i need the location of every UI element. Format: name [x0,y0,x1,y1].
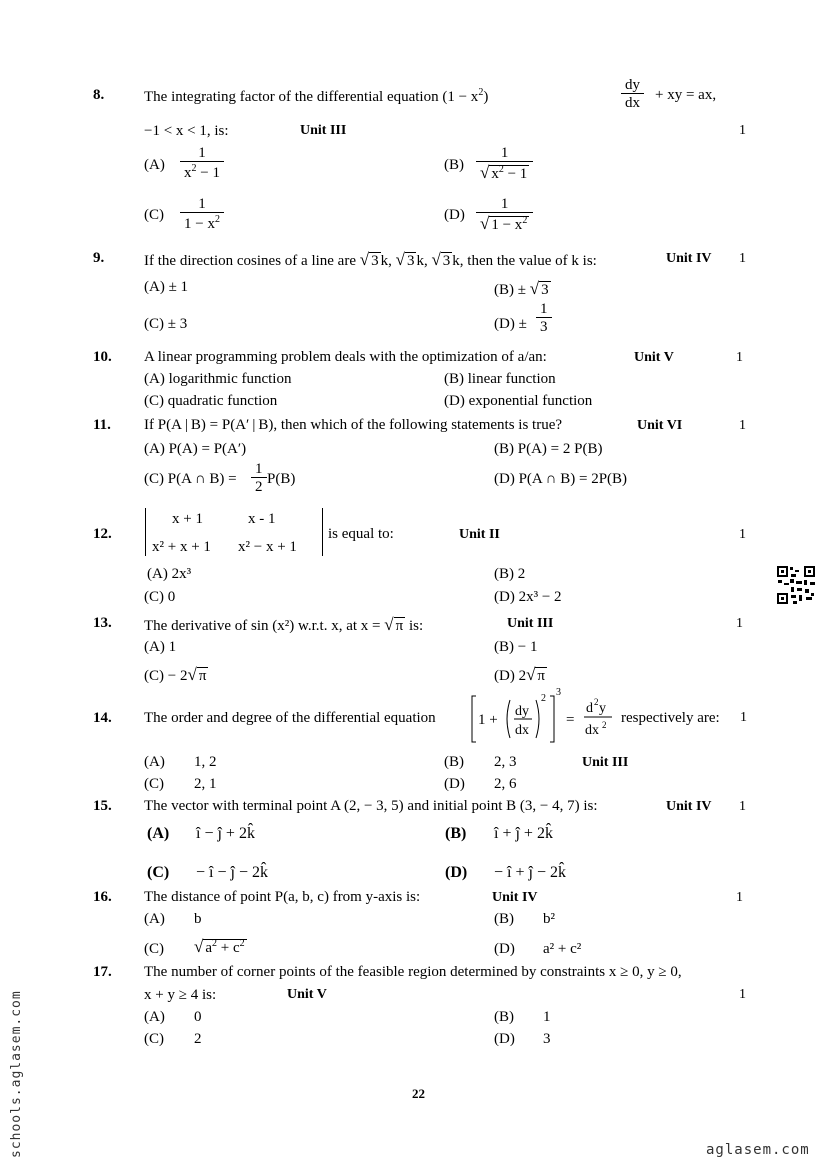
q14-equation [470,688,620,746]
q16-option-a-label: (A) [144,911,165,927]
q12-option-a: (A) 2x³ [147,566,192,582]
q14-marks: 1 [740,710,747,725]
q8-number: 8. [93,87,105,103]
q11-option-c: (C) P(A ∩ B) = [144,471,237,487]
q11-option-a: (A) P(A) = P(A′) [144,441,247,457]
q16-option-b-label: (B) [494,911,514,927]
q8-text-end: + xy = ax, [655,87,717,103]
q15-text: The vector with terminal point A (2, − 3, 5) and initial point B (3, − 4, 7) is: [144,798,598,814]
q9-marks: 1 [739,251,746,266]
q10-option-b: (B) linear function [444,371,556,387]
q8-option-a-label: (A) [144,157,165,173]
svg-text:dx: dx [585,723,599,738]
q12-number: 12. [93,526,112,542]
q8-unit: Unit III [300,123,347,138]
q8-option-a: $\frac{1}{x^2 - 1}$ [180,146,224,181]
q14-option-b-label: (B) [444,754,464,770]
q17-option-c: 2 [194,1031,202,1047]
q17-option-b: 1 [543,1009,551,1025]
q11-option-d: (D) P(A ∩ B) = 2P(B) [494,471,628,487]
q14-option-a-label: (A) [144,754,165,770]
q15-unit: Unit IV [666,799,712,814]
svg-text:1 +: 1 + [478,712,498,728]
q14-option-d: 2, 6 [494,776,517,792]
q16-option-c: √ $a^2 + c^2$ [194,937,245,956]
q17-option-a-label: (A) [144,1009,165,1025]
q17-option-a: 0 [194,1009,202,1025]
q12-text: is equal to: [328,526,394,542]
svg-text:2: 2 [541,693,546,704]
q12-option-d: (D) 2x³ − 2 [494,589,562,605]
q14-text-tail: respectively are: [621,710,720,726]
q8-option-d-label: (D) [444,207,465,223]
svg-text:y: y [599,701,606,716]
q16-option-c-label: (C) [144,941,164,957]
q8-option-d: $\frac{1}{√ 1 - x^2}$ [476,197,533,233]
q15-marks: 1 [739,799,746,814]
q11-unit: Unit VI [637,418,683,433]
q15-option-b-label: (B) [445,825,467,842]
q16-option-a: b [194,911,202,927]
q8-line2: −1 < x < 1, is: [144,123,229,139]
q12-marks: 1 [739,527,746,542]
q12-cell-r1c2: x - 1 [248,511,276,527]
q14-number: 14. [93,710,112,726]
q17-option-d: 3 [543,1031,551,1047]
q13-marks: 1 [736,616,743,631]
q10-option-a: (A) logarithmic function [144,371,292,387]
q8-marks: 1 [739,123,746,138]
q9-option-d: (D) ± [494,316,527,332]
svg-text:2: 2 [594,697,599,707]
q16-unit: Unit IV [492,890,538,905]
q9-text: If the direction cosines of a line are √ 3 k, √ 3 k, √ 3 k, then the value of k is: [144,250,597,269]
svg-text:=: = [566,712,575,728]
q13-option-b: (B) − 1 [494,639,538,655]
q15-number: 15. [93,798,112,814]
q8-dydx: $\frac{dy}{dx}$ [621,78,644,111]
svg-text:2: 2 [602,720,607,730]
q17-marks: 1 [739,987,746,1002]
q11-number: 11. [93,417,111,433]
q12-cell-r1c1: x + 1 [172,511,203,527]
q17-option-d-label: (D) [494,1031,515,1047]
q16-marks: 1 [736,890,743,905]
q12-cell-r2c2: x² − x + 1 [238,539,297,555]
q8-text: The integrating factor of the differential equation $(1 - x^2)$ [144,87,489,105]
q17-unit: Unit V [287,987,327,1002]
q10-option-c: (C) quadratic function [144,393,278,409]
q9-option-c: (C) ± 3 [144,316,188,332]
q8-option-b-label: (B) [444,157,464,173]
q16-option-d-label: (D) [494,941,515,957]
q17-text: The number of corner points of the feasible region determined by constraints x ≥ 0, y ≥ 0, [144,964,682,980]
q14-option-c: 2, 1 [194,776,217,792]
q11-option-c-frac: $\frac{1}{2}$ [251,462,267,495]
q14-option-c-label: (C) [144,776,164,792]
q8-option-b: $\frac{1}{√ x^2 - 1}$ [476,146,533,182]
q10-marks: 1 [736,350,743,365]
q17-line2: x + y ≥ 4 is: [144,987,217,1003]
q13-text: The derivative of sin (x²) w.r.t. x, at x = √ π is: [144,615,424,634]
q15-option-c-label: (C) [147,864,170,881]
q12-option-b: (B) 2 [494,566,526,582]
q10-number: 10. [93,349,112,365]
q9-option-b: (B) ± √ 3 [494,279,549,298]
q11-text: If P(A | B) = P(A′ | B), then which of the following statements is true? [144,417,563,433]
q8-option-c-label: (C) [144,207,164,223]
q16-number: 16. [93,889,112,905]
q12-cell-r2c1: x² + x + 1 [152,539,211,555]
q9-number: 9. [93,250,105,266]
q15-option-d: − î + ĵ − 2k̂ [494,864,566,881]
side-watermark: schools.aglasem.com [9,990,24,1158]
q13-number: 13. [93,615,112,631]
q16-option-b: b² [543,911,555,927]
q13-unit: Unit III [507,616,554,631]
qr-code [776,565,816,605]
svg-text:d: d [586,701,593,716]
q14-unit: Unit III [582,755,629,770]
q9-option-d-frac: $\frac{1}{3}$ [536,302,552,335]
q9-option-a: (A) ± 1 [144,279,189,295]
q15-option-d-label: (D) [445,864,468,881]
q15-option-a-label: (A) [147,825,170,842]
q17-option-b-label: (B) [494,1009,514,1025]
q15-option-c: − î − ĵ − 2k̂ [196,864,268,881]
q11-marks: 1 [739,418,746,433]
page-number: 22 [412,1086,425,1101]
q16-option-d: a² + c² [543,941,582,957]
q14-option-d-label: (D) [444,776,465,792]
q13-option-a: (A) 1 [144,639,177,655]
q11-option-b: (B) P(A) = 2 P(B) [494,441,603,457]
q10-unit: Unit V [634,350,674,365]
q15-option-b: î + ĵ + 2k̂ [494,825,553,842]
q12-option-c: (C) 0 [144,589,176,605]
q10-text: A linear programming problem deals with the optimization of a/an: [144,349,547,365]
q15-option-a: î − ĵ + 2k̂ [196,825,255,842]
q14-text: The order and degree of the differential equation [144,710,436,726]
q8-option-c: $\frac{1}{1 - x^2}$ [180,197,224,232]
svg-text:dy: dy [515,704,529,719]
svg-text:3: 3 [556,688,561,698]
q17-option-c-label: (C) [144,1031,164,1047]
q13-option-c: (C) − 2√ π [144,665,207,684]
q11-option-c-tail: P(B) [267,471,296,487]
bottom-watermark: aglasem.com [706,1142,810,1158]
q10-option-d: (D) exponential function [444,393,593,409]
q13-option-d: (D) 2√ π [494,665,545,684]
q17-number: 17. [93,964,112,980]
q14-option-a: 1, 2 [194,754,217,770]
svg-text:dx: dx [515,723,529,738]
q14-option-b: 2, 3 [494,754,517,770]
q9-unit: Unit IV [666,251,712,266]
q16-text: The distance of point P(a, b, c) from y-axis is: [144,889,421,905]
q12-unit: Unit II [459,527,500,542]
